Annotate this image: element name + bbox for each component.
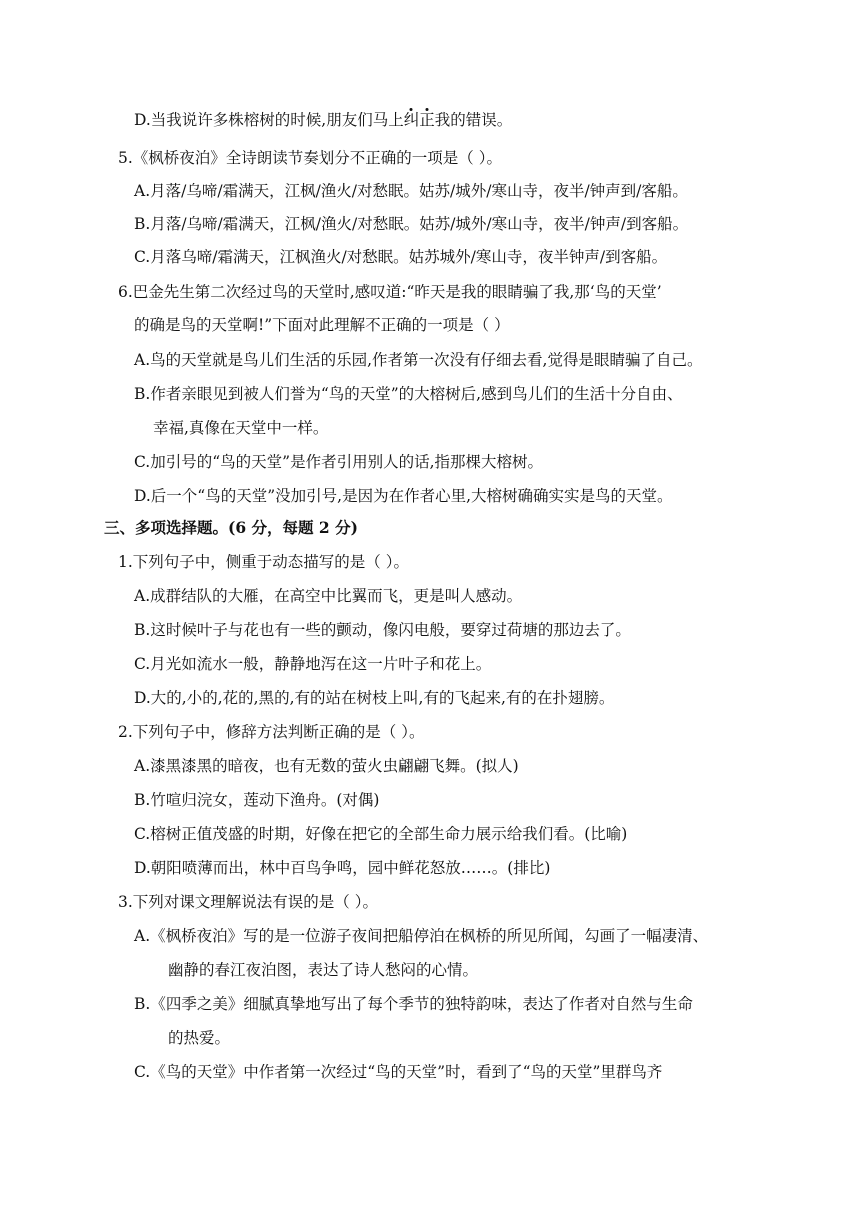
q4-option-d — [134, 110, 512, 130]
question-6-cont: 的确是鸟的天堂啊!”下面对此理解不正确的一项是（ ） — [134, 316, 510, 334]
mc3-option-b: B.《四季之美》细腻真挚地写出了每个季节的独特韵味，表达了作者对自然与生命 — [134, 995, 693, 1013]
question-5: 5.《枫桥夜泊》全诗朗读节奏划分不正确的一项是（ ）。 — [118, 149, 502, 167]
q5-option-b: B.月落/乌啼/霜满天，江枫/渔火/对愁眠。姑苏/城外/寒山寺，夜半/钟声/到客船。 — [134, 215, 689, 233]
q5-option-a: A.月落/乌啼/霜满天，江枫/渔火/对愁眠。姑苏/城外/寒山寺，夜半/钟声到/客船。 — [134, 182, 688, 200]
q4-option-d-tail: 我的错误。 — [434, 111, 513, 129]
mc2-option-d: D.朝阳喷薄而出，林中百鸟争鸣，园中鲜花怒放……。(排比) — [134, 859, 551, 877]
q6-option-b: B.作者亲眼见到被人们誉为“鸟的天堂”的大榕树后,感到鸟儿们的生活十分自由、 — [134, 385, 683, 403]
mc3-option-a: A.《枫桥夜泊》写的是一位游子夜间把船停泊在枫桥的所见所闻，勾画了一幅凄清、 — [134, 927, 709, 945]
q5-option-c: C.月落乌啼/霜满天，江枫渔火/对愁眠。姑苏城外/寒山寺，夜半钟声/到客船。 — [134, 248, 668, 266]
mc3-option-a-cont: 幽静的春江夜泊图，表达了诗人愁闷的心情。 — [168, 961, 479, 979]
mc1-option-d: D.大的,小的,花的,黑的,有的站在树枝上叫,有的飞起来,有的在扑翅膀。 — [134, 689, 615, 707]
mc1-option-a: A.成群结队的大雁，在高空中比翼而飞，更是叫人感动。 — [134, 587, 523, 605]
mc2-option-b: B.竹喧归浣女，莲动下渔舟。(对偶) — [134, 791, 380, 809]
q6-option-b-cont: 幸福,真像在天堂中一样。 — [153, 419, 329, 437]
emphasis-char-2: 正 — [419, 111, 435, 129]
mc2-option-c: C.榕树正值茂盛的时期，好像在把它的全部生命力展示给我们看。(比喻) — [134, 825, 628, 843]
q6-option-d: D.后一个“鸟的天堂”没加引号,是因为在作者心里,大榕树确确实实是鸟的天堂。 — [134, 487, 673, 505]
q6-option-a: A.鸟的天堂就是鸟儿们生活的乐园,作者第一次没有仔细去看,觉得是眼睛骗了自己。 — [134, 351, 703, 369]
mc-question-3: 3.下列对课文理解说法有误的是（ ）。 — [118, 893, 378, 911]
mc1-option-c: C.月光如流水一般，静静地泻在这一片叶子和花上。 — [134, 655, 492, 673]
q4-option-d-text: D.当我说许多株榕树的时候,朋友们马上 — [134, 111, 404, 129]
mc-question-2: 2.下列句子中，修辞方法判断正确的是（ ）。 — [118, 723, 425, 741]
mc3-option-c: C.《鸟的天堂》中作者第一次经过“鸟的天堂”时，看到了“鸟的天堂”里群鸟齐 — [134, 1063, 663, 1081]
emphasis-char-1: 纠 — [403, 111, 420, 129]
mc3-option-b-cont: 的热爱。 — [168, 1029, 231, 1047]
mc1-option-b: B.这时候叶子与花也有一些的颤动，像闪电般，要穿过荷塘的那边去了。 — [134, 621, 631, 639]
q6-option-c: C.加引号的“鸟的天堂”是作者引用别人的话,指那棵大榕树。 — [134, 453, 544, 471]
mc2-option-a: A.漆黑漆黑的暗夜，也有无数的萤火虫翩翩飞舞。(拟人) — [134, 757, 519, 775]
section-3-heading: 三、多项选择题。(6 分，每题 2 分) — [104, 518, 358, 537]
question-6: 6.巴金先生第二次经过鸟的天堂时,感叹道:“昨天是我的眼睛骗了我,那‘鸟的天堂’ — [118, 283, 662, 301]
mc-question-1: 1.下列句子中，侧重于动态描写的是（ ）。 — [118, 553, 409, 571]
